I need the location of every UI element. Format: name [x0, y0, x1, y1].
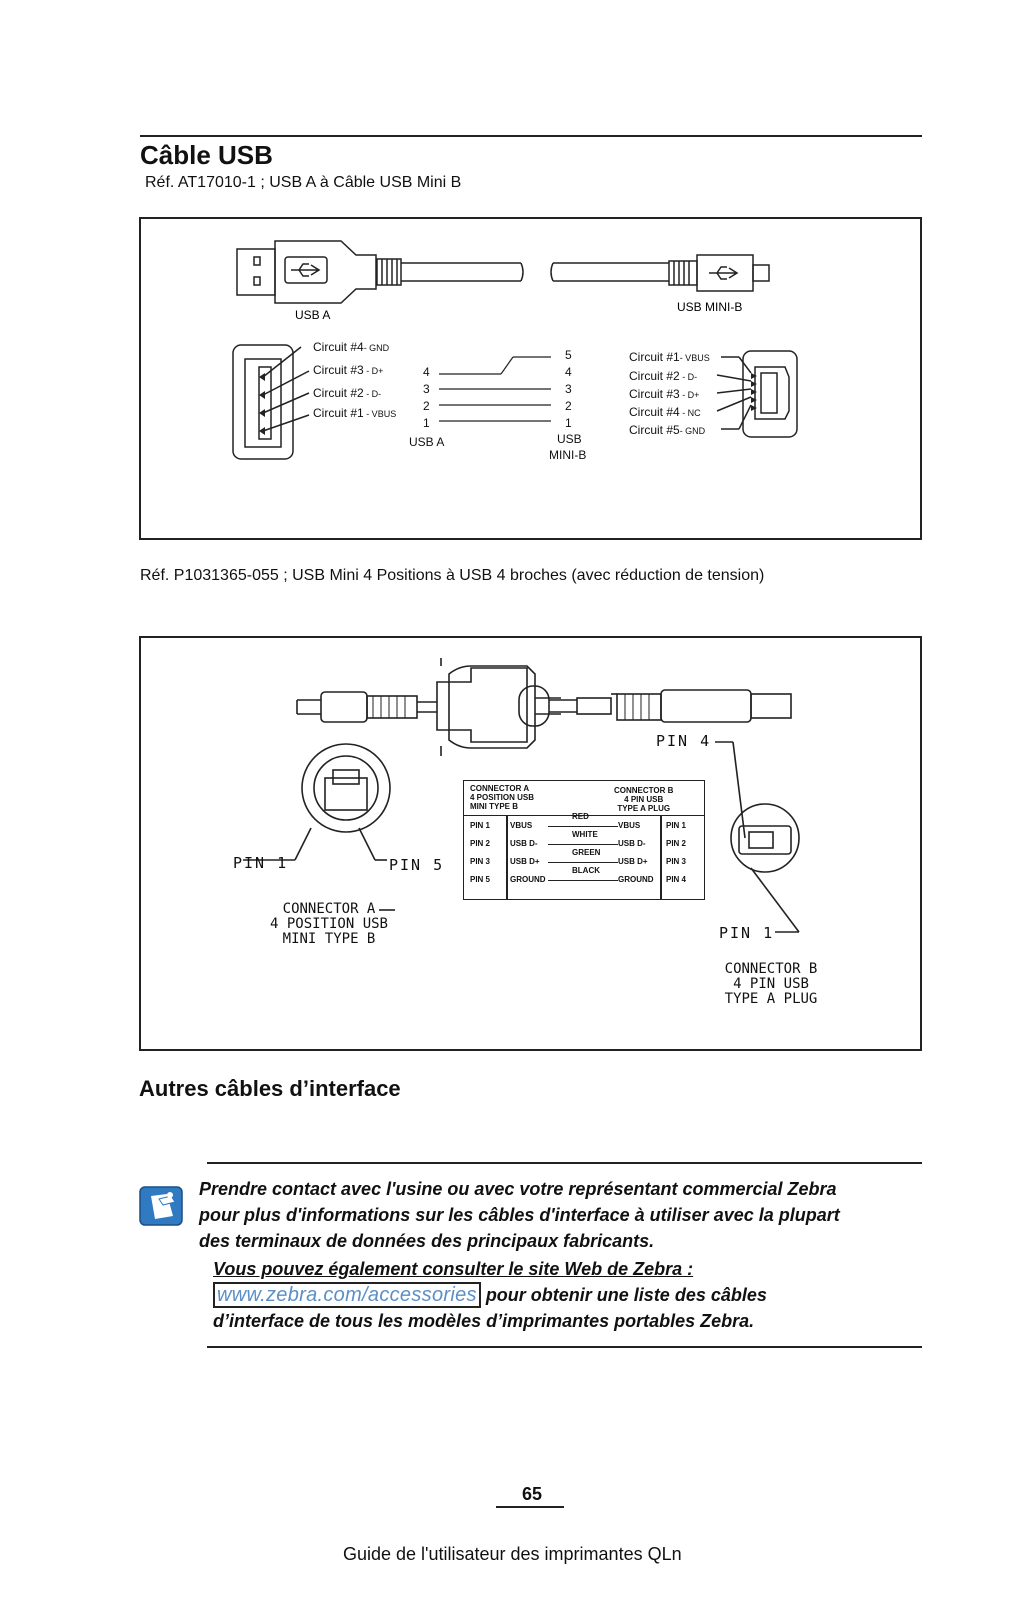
usb-a-label: USB A [295, 308, 331, 322]
table-pin-a: PIN 5 [470, 875, 491, 884]
right-circuit-5: Circuit #5- GND [629, 423, 706, 437]
table-pin-a: PIN 1 [470, 821, 491, 830]
footer-guide-title: Guide de l'utilisateur des imprimantes QLn [343, 1544, 682, 1564]
table-wire-arrow [548, 826, 618, 827]
left-circuit-1: Circuit #1 - VBUS [313, 406, 397, 420]
page-number-underline [496, 1506, 564, 1508]
left-circuit-2: Circuit #2 - D- [313, 386, 382, 400]
table-header: CONNECTOR A 4 POSITION USB MINI TYPE B CONNECTOR B 4 PIN USB TYPE A PLUG [464, 781, 704, 816]
pin-b-4: 4 [565, 365, 572, 379]
left-circuit-3: Circuit #3 - D+ [313, 363, 384, 377]
table-wire-arrow [548, 880, 618, 881]
note-top-rule [207, 1162, 922, 1164]
pin-a-3: 3 [423, 382, 430, 396]
table-wire-arrow [548, 862, 618, 863]
table-wire-color: BLACK [572, 866, 600, 875]
right-circuit-2: Circuit #2 - D- [629, 369, 698, 383]
pin5-label: PIN 5 [389, 856, 445, 874]
connector-a-caption: CONNECTOR A 4 POSITION USB MINI TYPE B [269, 901, 388, 947]
right-circuit-4: Circuit #4 - NC [629, 405, 701, 419]
col-b-label-2: MINI-B [549, 448, 587, 462]
table-wire-color: RED [572, 812, 589, 821]
table-pin-b: PIN 4 [666, 875, 687, 884]
table-signal-b: VBUS [618, 821, 641, 830]
col-a-label: USB A [409, 435, 445, 449]
pin1-left-label: PIN 1 [233, 854, 289, 872]
table-wire-color: GREEN [572, 848, 601, 857]
table-pin-a: PIN 3 [470, 857, 491, 866]
usb-minib-label: USB MINI-B [677, 300, 743, 314]
table-signal-b: USB D+ [618, 857, 648, 866]
table-signal-b: GROUND [618, 875, 654, 884]
note-text-block: Prendre contact avec l'usine ou avec votre représentant commercial Zebra pour plus d'informations sur les câbles d'interface à utiliser avec la plupart des terminaux de données des principaux fabricants. [199, 1179, 840, 1251]
pin-mapping-table [463, 780, 705, 900]
note-bottom-rule [207, 1346, 922, 1348]
table-signal-a: USB D- [510, 839, 538, 848]
pin-b-3: 3 [565, 382, 572, 396]
minib-receptacle-drawing [715, 347, 805, 447]
table-wire-color: WHITE [572, 830, 598, 839]
note-icon [139, 1186, 183, 1226]
top-rule [140, 135, 922, 137]
table-pin-b: PIN 1 [666, 821, 687, 830]
right-circuit-1: Circuit #1- VBUS [629, 350, 710, 364]
table-signal-b: USB D- [618, 839, 646, 848]
right-circuit-3: Circuit #3 - D+ [629, 387, 700, 401]
other-cables-title: Autres câbles d’interface [139, 1076, 401, 1101]
pin-a-4: 4 [423, 365, 430, 379]
table-signal-a: VBUS [510, 821, 533, 830]
pin-b-2: 2 [565, 399, 572, 413]
section-title: Câble USB [140, 140, 273, 170]
table-pin-b: PIN 3 [666, 857, 687, 866]
pin-a-1: 1 [423, 416, 430, 430]
accessories-link[interactable]: www.zebra.com/accessories [213, 1282, 481, 1308]
page-number: 65 [521, 1484, 543, 1504]
pin4-label: PIN 4 [656, 732, 712, 750]
table-signal-a: USB D+ [510, 857, 540, 866]
ref-text-2: Réf. P1031365-055 ; USB Mini 4 Positions à USB 4 broches (avec réduction de tension) [140, 567, 765, 584]
note-web-block: Vous pouvez également consulter le site Web de Zebra : www.zebra.com/accessories pour obtenir une liste des câbles d’interface de tous les modèles d’imprimantes portables Zebra. [213, 1259, 767, 1331]
pin-a-2: 2 [423, 399, 430, 413]
left-circuit-4: Circuit #4- GND [313, 340, 390, 354]
table-pin-a: PIN 2 [470, 839, 491, 848]
table-wire-arrow [548, 844, 618, 845]
pin-b-5: 5 [565, 348, 572, 362]
table-signal-a: GROUND [510, 875, 546, 884]
usb-cable-diagram-1 [139, 217, 922, 540]
usb-cable-diagram-2 [139, 636, 922, 1051]
pin1-right-label: PIN 1 [719, 924, 775, 942]
table-pin-b: PIN 2 [666, 839, 687, 848]
ref-text-1: Réf. AT17010-1 ; USB A à Câble USB Mini B [145, 174, 462, 191]
pin-b-1: 1 [565, 416, 572, 430]
connector-b-caption: CONNECTOR B 4 PIN USB TYPE A PLUG [724, 961, 818, 1007]
col-b-label-1: USB [557, 432, 582, 446]
